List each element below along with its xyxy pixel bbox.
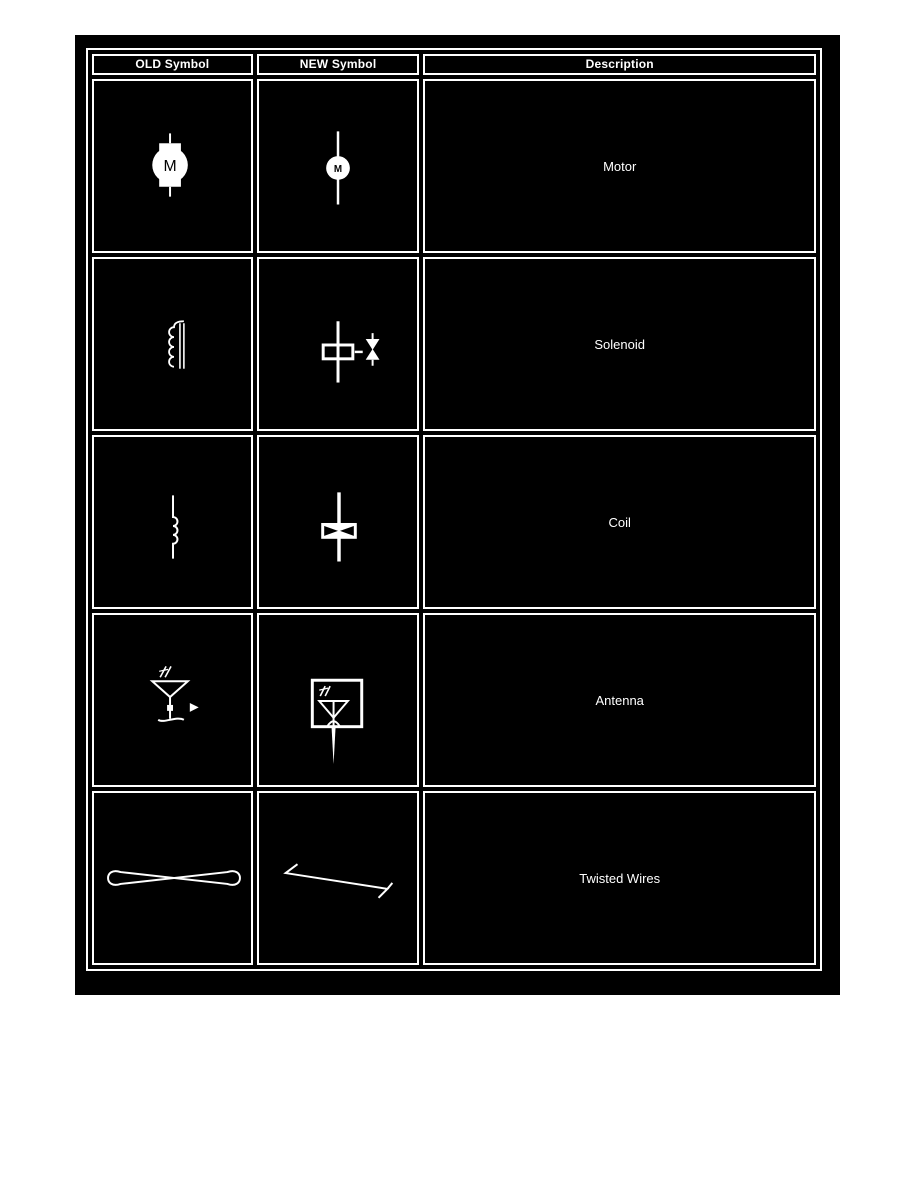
motor-new-icon (259, 82, 419, 250)
antenna-new-icon (259, 616, 419, 784)
table-row-solenoid (92, 257, 816, 431)
old-symbol-cell-coil (92, 435, 253, 609)
motor-old-icon (94, 82, 253, 250)
new-symbol-cell-twisted-wires (257, 791, 420, 965)
table-row-coil (92, 435, 816, 609)
coil-old-icon (94, 438, 253, 606)
header-description: Description (423, 54, 816, 75)
header-new-symbol: NEW Symbol (257, 54, 420, 75)
header-row (92, 54, 816, 75)
solenoid-new-icon (259, 260, 419, 428)
description-cell-antenna: Antenna (423, 613, 816, 787)
old-symbol-cell-solenoid (92, 257, 253, 431)
header-old-symbol: OLD Symbol (92, 54, 253, 75)
table-row-antenna (92, 613, 816, 787)
twisted-wires-old-icon (94, 794, 253, 962)
twisted-wires-new-icon (259, 794, 419, 962)
symbol-table (86, 48, 822, 971)
symbols-panel (75, 35, 840, 995)
description-cell-motor: Motor (423, 79, 816, 253)
motor-old-letter: M (163, 157, 177, 175)
solenoid-old-icon (94, 260, 253, 428)
old-symbol-cell-antenna (92, 613, 253, 787)
new-symbol-cell-motor (257, 79, 420, 253)
description-cell-solenoid: Solenoid (423, 257, 816, 431)
new-symbol-cell-solenoid (257, 257, 420, 431)
coil-new-icon (259, 438, 419, 606)
table-row-twisted-wires (92, 791, 816, 965)
description-cell-coil: Coil (423, 435, 816, 609)
new-symbol-cell-antenna (257, 613, 420, 787)
description-cell-twisted-wires: Twisted Wires (423, 791, 816, 965)
new-symbol-cell-coil (257, 435, 420, 609)
antenna-old-icon (94, 616, 253, 784)
motor-new-letter: M (333, 163, 342, 175)
old-symbol-cell-motor (92, 79, 253, 253)
old-symbol-cell-twisted-wires (92, 791, 253, 965)
table-row-motor (92, 79, 816, 253)
